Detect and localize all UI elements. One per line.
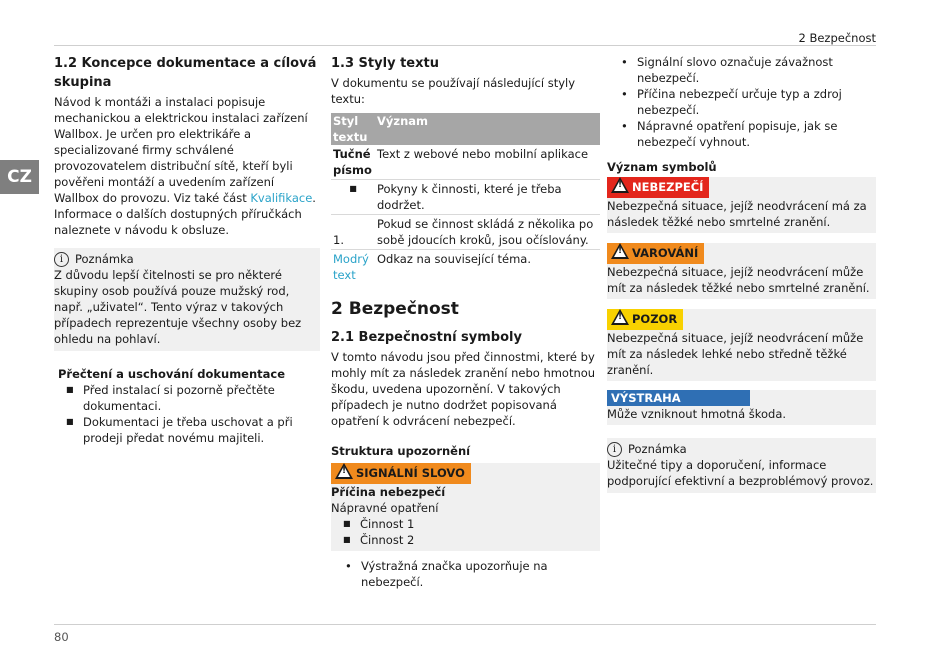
note-title: Poznámka — [628, 442, 687, 456]
symbols-heading: Význam symbolů — [607, 160, 717, 174]
note-header — [607, 441, 876, 457]
signal-badge-danger — [607, 177, 709, 198]
structure-explanation-list — [331, 558, 600, 590]
signal-word-label: SIGNÁLNÍ SLOVO — [356, 466, 465, 480]
symbol-description: Nebezpečná situace, jejíž neodvrácení má za následek těžké nebo smrtelné zranění. — [607, 199, 867, 229]
info-icon: i — [607, 442, 622, 457]
table-header-row — [331, 113, 600, 145]
info-icon: i — [54, 252, 69, 267]
list-item: ■ Dokumentaci je třeba uschovat a při prodeji předat novému majiteli. — [66, 414, 320, 446]
table-cell-value: Text z webové nebo mobilní aplikace — [375, 145, 600, 180]
table-row — [331, 180, 600, 215]
note-box-2 — [607, 438, 876, 493]
list-item: • Nápravné opatření popisuje, jak se nebezpečí vyhnout. — [621, 118, 876, 150]
table-row — [331, 250, 600, 285]
symbol-warning — [607, 243, 876, 299]
signal-label: NEBEZPEČÍ — [632, 180, 704, 194]
signal-badge-notice: VÝSTRAHA — [607, 390, 750, 406]
warning-structure-box — [331, 463, 600, 551]
list-item: ■ Činnost 1 — [343, 516, 600, 532]
table-cell-key: ■ — [331, 180, 375, 215]
table-row — [331, 145, 600, 180]
warning-triangle-icon: ! — [611, 177, 629, 193]
running-title: 2 Bezpečnost — [798, 31, 876, 45]
signal-label: VAROVÁNÍ — [632, 246, 699, 260]
remedial-measure: Nápravné opatření — [331, 501, 439, 515]
table-row — [331, 215, 600, 250]
note-header — [54, 251, 320, 267]
styles-intro: V dokumentu se používají následující styly textu: — [331, 76, 576, 106]
hazard-cause: Příčina nebezpečí — [331, 485, 446, 499]
list-item: • Signální slovo označuje závažnost nebezpečí. — [621, 54, 876, 86]
page-header — [54, 30, 876, 46]
intro-text-end: . — [312, 191, 316, 205]
list-item: • Příčina nebezpečí určuje typ a zdroj nebezpečí. — [621, 86, 876, 118]
column-1 — [54, 54, 320, 446]
warning-triangle-icon: ! — [335, 463, 353, 479]
table-cell-key: Tučné písmo — [331, 145, 375, 180]
table-cell-key: 1. — [331, 215, 375, 250]
structure-heading: Struktura upozornění — [331, 444, 471, 458]
section-heading-1-3: 1.3 Styly textu — [331, 56, 439, 71]
table-header-meaning: Význam — [375, 113, 600, 145]
page-footer — [54, 624, 876, 644]
list-item: ■ Před instalací si pozorně přečtěte dokumentaci. — [66, 382, 320, 414]
structure-explanation-list-cont — [607, 54, 876, 150]
symbol-description: Nebezpečná situace, jejíž neodvrácení může mít za následek lehké nebo středně těžké zranění. — [607, 331, 864, 377]
note-box — [54, 248, 320, 351]
read-keep-heading: Přečtení a uschování dokumentace — [58, 367, 286, 381]
column-3 — [607, 54, 876, 493]
safety-paragraph: V tomto návodu jsou před činnostmi, které by mohly mít za následek zranění nebo hmotnou škodu, uvedena upozornění. V takových případech je nutno dodržet popisovaná opatření k odvrácení nebezpečí. — [331, 350, 596, 428]
section-heading-1-2: 1.2 Koncepce dokumentace a cílová skupina — [54, 56, 317, 90]
warning-triangle-icon: ! — [611, 309, 629, 325]
note-text: Z důvodu lepší čitelnosti se pro některé skupiny osob používá pouze mužský rod, např. „uživatel“. Tento výraz v takových případech reprezentuje všechny osoby bez ohledu na pohlaví. — [54, 268, 302, 346]
column-2 — [331, 54, 600, 590]
symbol-danger — [607, 177, 876, 233]
symbol-description: Nebezpečná situace, jejíž neodvrácení může mít za následek těžké nebo smrtelné zranění. — [607, 265, 870, 295]
signal-word-badge — [331, 463, 471, 484]
section-heading-2-1: 2.1 Bezpečnostní symboly — [331, 330, 522, 345]
intro-paragraph — [54, 94, 320, 206]
page-number: 80 — [54, 630, 69, 644]
qualification-link[interactable]: Kvalifikace — [250, 191, 313, 205]
table-cell-value: Odkaz na související téma. — [377, 252, 531, 266]
manuals-paragraph: Informace o dalších dostupných příručkách naleznete v návodu k obsluze. — [54, 207, 302, 237]
symbol-caution — [607, 309, 876, 381]
note-text: Užitečné tipy a doporučení, informace podporující efektivní a bezproblémový provoz. — [607, 458, 874, 488]
text-styles-table — [331, 113, 600, 284]
activity-list — [331, 516, 600, 548]
chapter-heading: 2 Bezpečnost — [331, 299, 459, 319]
signal-badge-warning — [607, 243, 704, 264]
read-keep-list — [54, 382, 320, 446]
language-tab: CZ — [0, 160, 39, 194]
intro-text: Návod k montáži a instalaci popisuje mechanickou a elektrickou instalaci zařízení Wallbox. Je určen pro elektrikáře a specializované firmy schválené provozovatelem distribuční sítě, kteří byli pověřeni montáží a uvedením zařízení Wallbox do provozu. Viz také část — [54, 95, 308, 205]
table-header-style: Styl textu — [331, 113, 375, 145]
list-item: • Výstražná značka upozorňuje na nebezpečí. — [345, 558, 600, 590]
table-cell-key: Modrý text — [333, 252, 369, 282]
signal-label: POZOR — [632, 312, 678, 326]
warning-triangle-icon: ! — [611, 243, 629, 259]
list-item: ■ Činnost 2 — [343, 532, 600, 548]
table-cell-value: Pokud se činnost skládá z několika po sobě jdoucích kroků, jsou očíslovány. — [375, 215, 600, 250]
signal-badge-caution — [607, 309, 683, 330]
symbol-notice — [607, 390, 876, 425]
symbol-description: Může vzniknout hmotná škoda. — [607, 407, 787, 421]
note-title: Poznámka — [75, 252, 134, 266]
table-cell-value: Pokyny k činnosti, které je třeba dodržet. — [375, 180, 600, 215]
